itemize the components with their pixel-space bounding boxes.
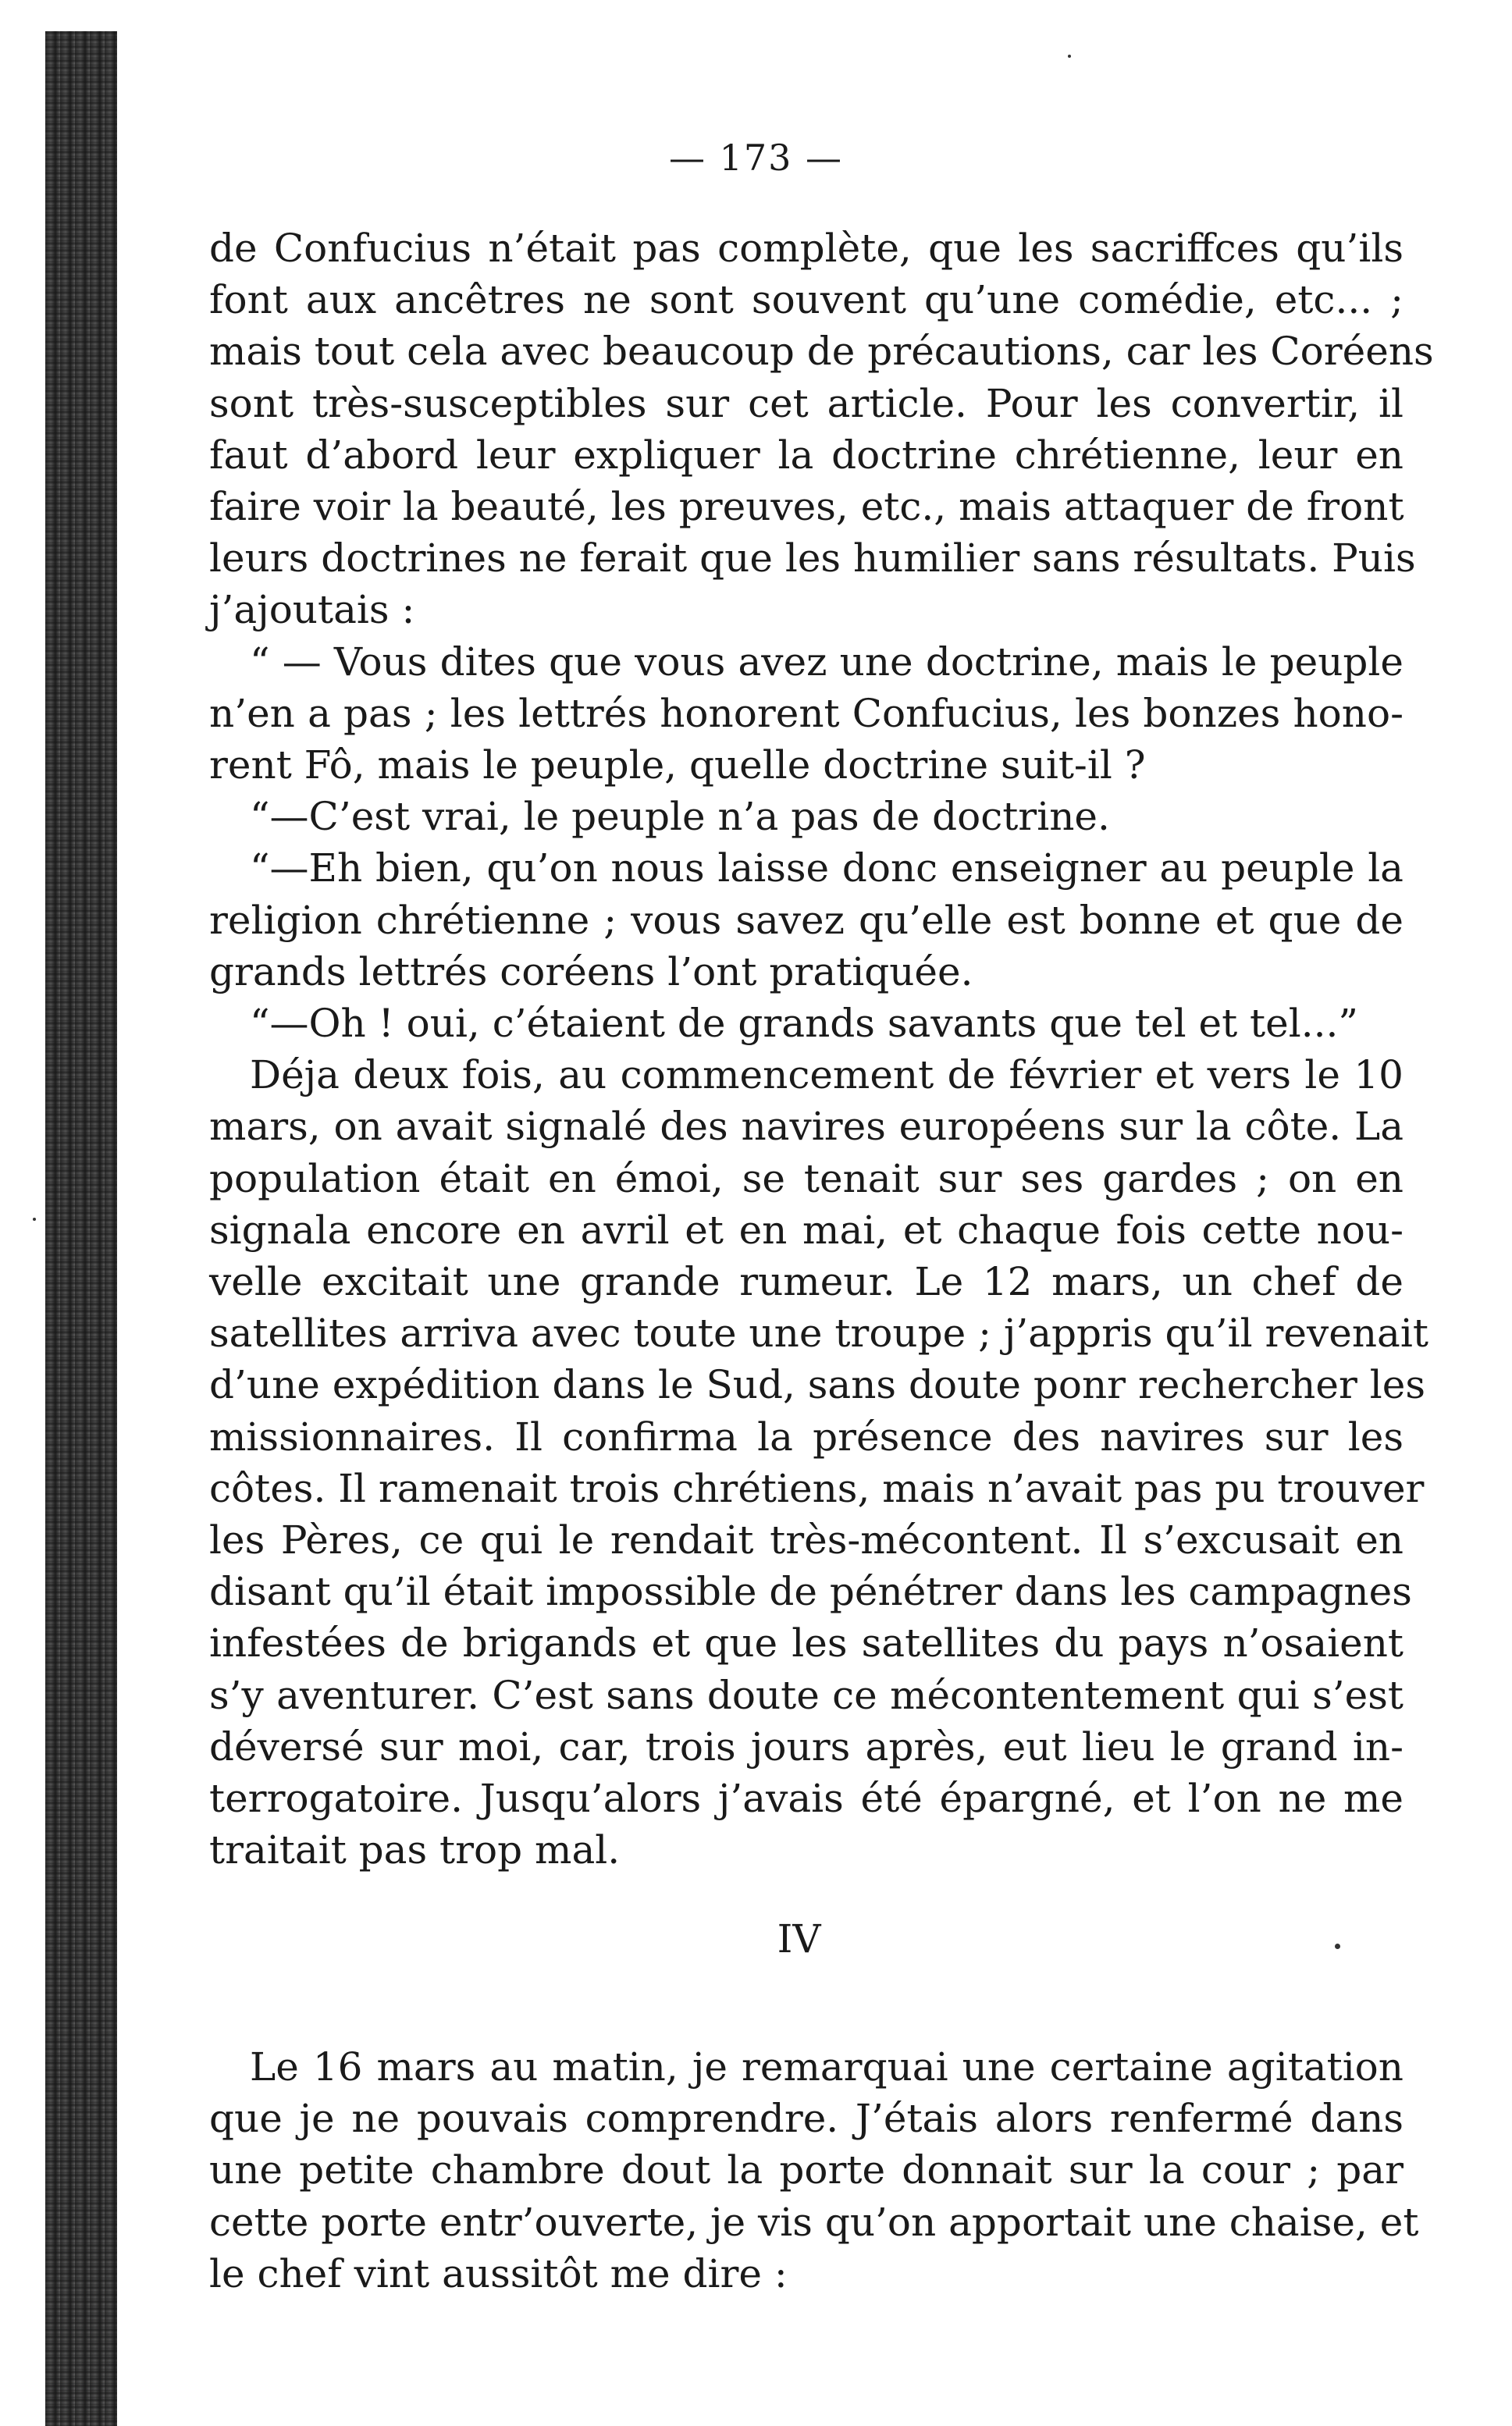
text-line: “—C’est vrai, le peuple n’a pas de doctrine. xyxy=(250,794,1110,840)
text-line: côtes. Il ramenait trois chrétiens, mais n’avait pas pu trouver xyxy=(209,1465,1425,1511)
text-line: rent Fô, mais le peuple, quelle doctrine suit-il ? xyxy=(209,742,1146,788)
text-line: n’en a pas ; les lettrés honorent Confucius, les bonzes hono- xyxy=(209,690,1403,736)
stray-ink-mark xyxy=(1068,55,1071,58)
text-line: s’y aventurer. C’est sans doute ce mécontentement qui s’est xyxy=(209,1672,1403,1718)
text-line: population était en émoi, se tenait sur ses gardes ; on en xyxy=(209,1155,1403,1201)
text-line: terrogatoire. Jusqu’alors j’avais été épargné, et l’on ne me xyxy=(209,1776,1403,1822)
text-line: faire voir la beauté, les preuves, etc., mais attaquer de front xyxy=(209,484,1404,530)
text-line: les Pères, ce qui le rendait très-mécontent. Il s’excusait en xyxy=(209,1517,1403,1563)
text-line: mais tout cela avec beaucoup de précautions, car les Coréens xyxy=(209,329,1434,375)
section-heading: IV xyxy=(777,1916,821,1962)
text-line: Le 16 mars au matin, je remarquai une certaine agitation xyxy=(250,2044,1403,2090)
text-line: leurs doctrines ne ferait que les humilier sans résultats. Puis xyxy=(209,535,1416,582)
text-line: grands lettrés coréens l’ont pratiquée. xyxy=(209,948,973,994)
text-line: de Confucius n’était pas complète, que les sacriffces qu’ils xyxy=(209,226,1403,271)
body-text-bottom xyxy=(209,2041,1419,2300)
text-line: que je ne pouvais comprendre. J’étais alors renfermé dans xyxy=(209,2096,1403,2142)
stray-ink-mark xyxy=(33,1218,36,1221)
text-line: signala encore en avril et en mai, et chaque fois cette nou- xyxy=(209,1207,1403,1253)
text-line: faut d’abord leur expliquer la doctrine chrétienne, leur en xyxy=(209,432,1403,478)
text-line: “—Oh ! oui, c’étaient de grands savants que tel et tel...” xyxy=(250,1001,1358,1047)
text-line: j’ajoutais : xyxy=(209,587,415,633)
text-line: missionnaires. Il confirma la présence des navires sur les xyxy=(209,1414,1403,1460)
text-line: velle excitait une grande rumeur. Le 12 mars, un chef de xyxy=(209,1259,1403,1305)
text-line: satellites arriva avec toute une troupe ; j’appris qu’il revenait xyxy=(209,1311,1428,1357)
text-line: cette porte entr’ouverte, je vis qu’on apportait une chaise, et xyxy=(209,2199,1419,2245)
text-line: Déja deux fois, au commencement de février et vers le 10 xyxy=(250,1052,1403,1098)
scanned-binding-edge xyxy=(45,31,117,2426)
page-number: — 173 — xyxy=(668,137,844,179)
text-line: infestées de brigands et que les satellites du pays n’osaient xyxy=(209,1620,1403,1667)
text-line: déversé sur moi, car, trois jours après, eut lieu le grand in- xyxy=(209,1723,1403,1770)
text-line: font aux ancêtres ne sont souvent qu’une comédie, etc... ; xyxy=(209,277,1403,323)
text-line: traitait pas trop mal. xyxy=(209,1827,621,1873)
body-text-top xyxy=(209,222,1434,1876)
text-line: le chef vint aussitôt me dire : xyxy=(209,2250,788,2296)
text-line: “ — Vous dites que vous avez une doctrine, mais le peuple xyxy=(250,639,1403,685)
text-line: mars, on avait signalé des navires européens sur la côte. La xyxy=(209,1104,1403,1150)
text-line: une petite chambre dout la porte donnait sur la cour ; par xyxy=(209,2147,1403,2193)
text-line: disant qu’il était impossible de pénétrer dans les campagnes xyxy=(209,1569,1412,1615)
text-line: d’une expédition dans le Sud, sans doute ponr rechercher les xyxy=(209,1362,1425,1408)
text-line: sont très-susceptibles sur cet article. Pour les convertir, il xyxy=(209,380,1403,426)
text-line: religion chrétienne ; vous savez qu’elle est bonne et que de xyxy=(209,897,1403,943)
text-line: “—Eh bien, qu’on nous laisse donc enseigner au peuple la xyxy=(250,845,1403,891)
